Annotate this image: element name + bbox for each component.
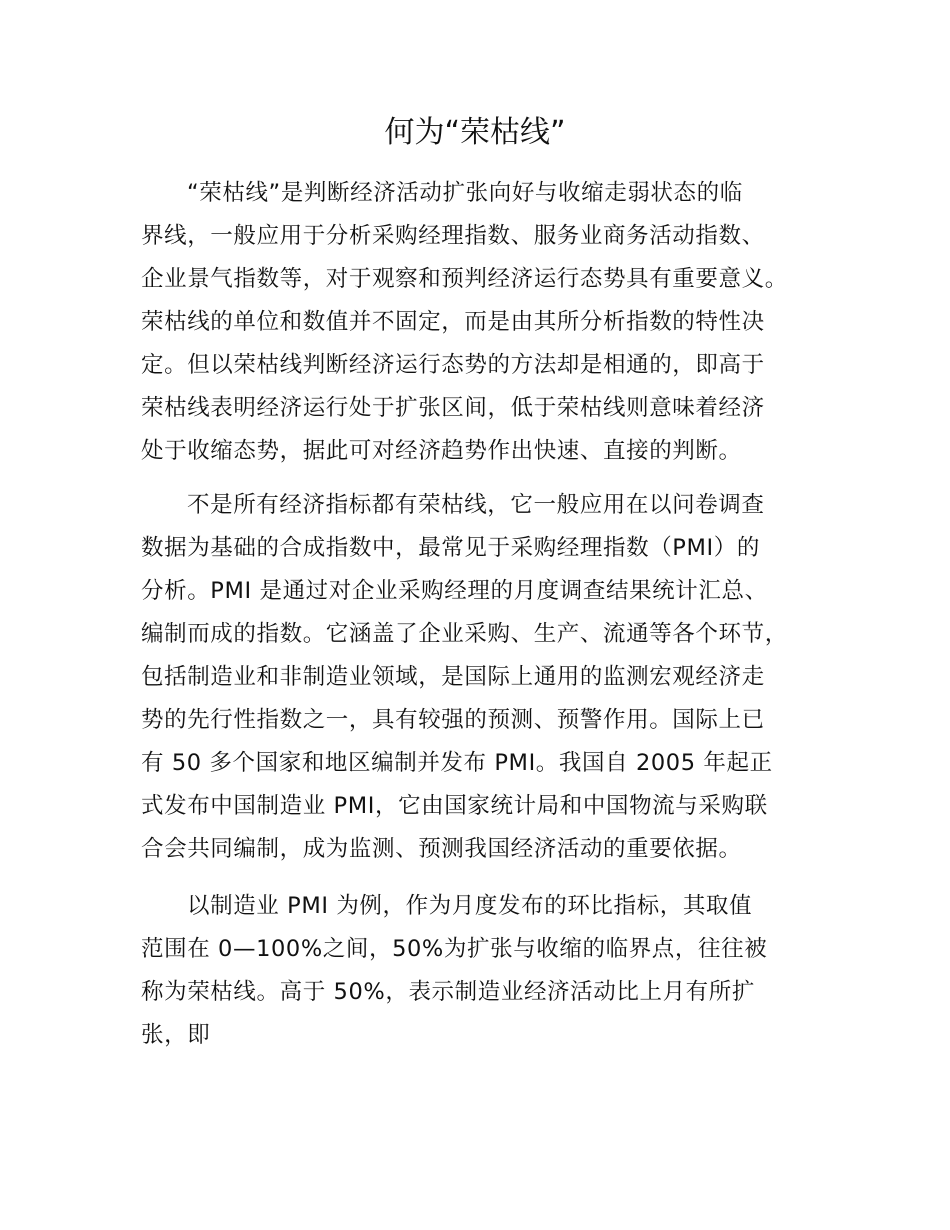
paragraph-line: 称为荣枯线。高于 50%，表示制造业经济活动比上月有所扩: [141, 979, 755, 1005]
paragraph-line: 荣枯线表明经济运行处于扩张区间，低于荣枯线则意味着经济: [141, 395, 765, 421]
paragraph-line: 界线，一般应用于分析采购经理指数、服务业商务活动指数、: [141, 223, 765, 249]
paragraph-line: “荣枯线”是判断经济活动扩张向好与收缩走弱状态的临: [187, 180, 743, 206]
paragraph-line: 以制造业 PMI 为例，作为月度发布的环比指标，其取值: [187, 893, 753, 919]
paragraph-line: 有 50 多个国家和地区编制并发布 PMI。我国自 2005 年起正: [141, 750, 773, 776]
paragraph-line: 势的先行性指数之一，具有较强的预测、预警作用。国际上已: [141, 707, 765, 733]
paragraph-line: 合会共同编制，成为监测、预测我国经济活动的重要依据。: [141, 836, 742, 862]
paragraph-line: 荣枯线的单位和数值并不固定，而是由其所分析指数的特性决: [141, 309, 765, 335]
paragraph-line: 式发布中国制造业 PMI，它由国家统计局和中国物流与采购联: [141, 793, 768, 819]
paragraph-line: 不是所有经济指标都有荣枯线，它一般应用在以问卷调查: [187, 492, 765, 518]
document-title: 何为“荣枯线”: [384, 115, 566, 150]
paragraph-line: 范围在 0—100%之间，50%为扩张与收缩的临界点，往往被: [141, 936, 768, 962]
paragraph-line: 企业景气指数等，对于观察和预判经济运行态势具有重要意义。: [141, 266, 788, 292]
paragraph-line: 定。但以荣枯线判断经济运行态势的方法却是相通的，即高于: [141, 352, 765, 378]
paragraph-line: 编制而成的指数。它涵盖了企业采购、生产、流通等各个环节，: [141, 621, 788, 647]
paragraph-line: 张，即: [141, 1022, 211, 1048]
paragraph-line: 分析。PMI 是通过对企业采购经理的月度调查结果统计汇总、: [141, 578, 768, 604]
paragraph-line: 包括制造业和非制造业领域，是国际上通用的监测宏观经济走: [141, 664, 765, 690]
paragraph-line: 数据为基础的合成指数中，最常见于采购经理指数（PMI）的: [141, 535, 760, 561]
paragraph-line: 处于收缩态势，据此可对经济趋势作出快速、直接的判断。: [141, 438, 742, 464]
